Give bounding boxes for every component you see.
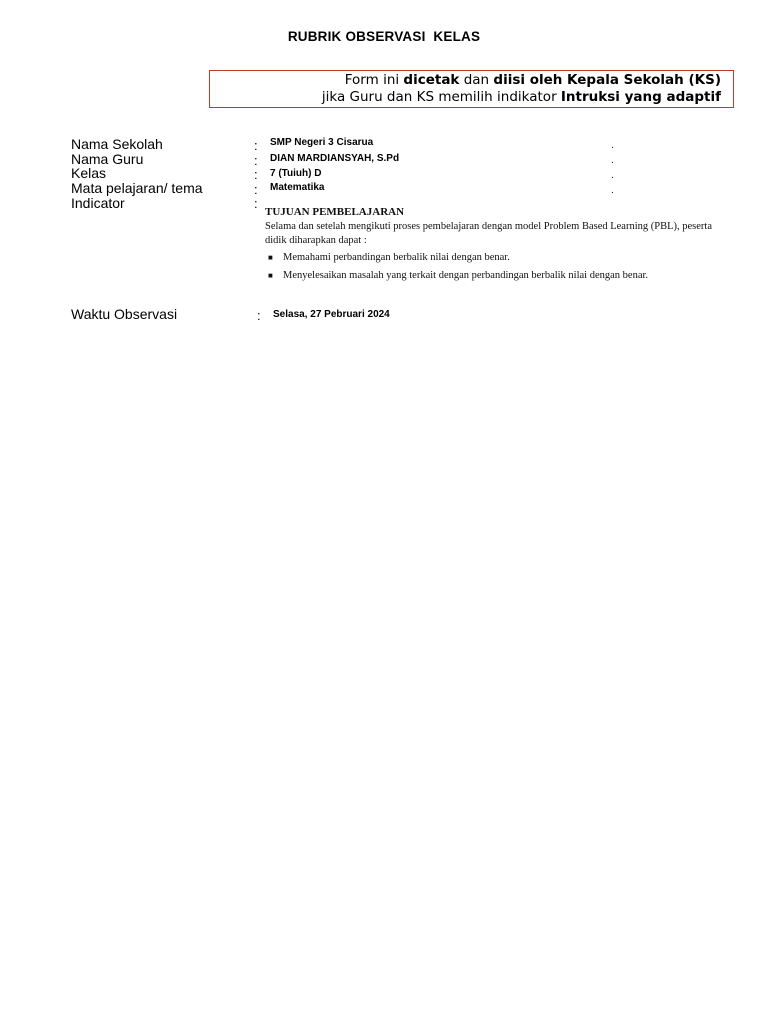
label-nama-sekolah: Nama Sekolah	[71, 136, 163, 152]
tujuan-heading: TUJUAN PEMBELAJARAN	[265, 206, 405, 218]
value-nama-guru: DIAN MARDIANSYAH, S.Pd	[270, 153, 400, 164]
colon: :	[254, 182, 258, 197]
notice-bold: diisi oleh Kepala Sekolah (KS)	[493, 72, 721, 88]
colon: :	[254, 167, 258, 182]
notice-text: dan	[459, 72, 494, 88]
tujuan-pembelajaran	[265, 205, 725, 287]
trailing-dot: .	[611, 155, 614, 166]
notice-text: jika Guru dan KS memilih indikator	[321, 89, 561, 105]
tujuan-list	[265, 251, 725, 283]
colon: :	[254, 196, 258, 211]
label-kelas: Kelas	[71, 165, 107, 181]
bullet-icon: ■	[268, 253, 273, 262]
bullet-icon: ■	[268, 271, 273, 280]
list-item	[265, 269, 725, 283]
notice-box	[209, 70, 734, 108]
value-nama-sekolah: SMP Negeri 3 Cisarua	[270, 137, 374, 148]
trailing-dot: .	[611, 170, 614, 181]
document-title: RUBRIK OBSERVASI KELAS	[287, 29, 481, 44]
notice-bold: dicetak	[403, 72, 460, 88]
colon: :	[254, 153, 258, 168]
value-kelas: 7 (Tuiuh) D	[270, 168, 322, 179]
trailing-dot: .	[611, 185, 614, 196]
notice-line-2	[210, 89, 721, 106]
list-item	[265, 251, 725, 265]
label-mata-pelajaran: Mata pelajaran/ tema	[71, 180, 203, 196]
notice-line-1	[210, 72, 721, 89]
list-item-text: Menyelesaikan masalah yang terkait dengan perbandingan berbalik nilai dengan benar.	[283, 270, 649, 281]
list-item-text: Memahami perbandingan berbalik nilai dengan benar.	[283, 252, 510, 263]
notice-text: Form ini	[344, 72, 404, 88]
colon: :	[257, 308, 261, 323]
value-mata-pelajaran: Matematika	[270, 182, 325, 193]
notice-bold: Intruksi yang adaptif	[560, 89, 721, 105]
trailing-dot: .	[611, 140, 614, 151]
tujuan-intro: Selama dan setelah mengikuti proses pembelajaran dengan model Problem Based Learning (PBL), peserta didik diharapkan dapat :	[265, 221, 712, 246]
label-indicator: Indicator	[71, 195, 125, 211]
colon: :	[254, 138, 258, 153]
label-waktu-observasi: Waktu Observasi	[71, 306, 178, 322]
label-nama-guru: Nama Guru	[71, 151, 144, 167]
value-waktu-observasi: Selasa, 27 Pebruari 2024	[273, 309, 390, 320]
